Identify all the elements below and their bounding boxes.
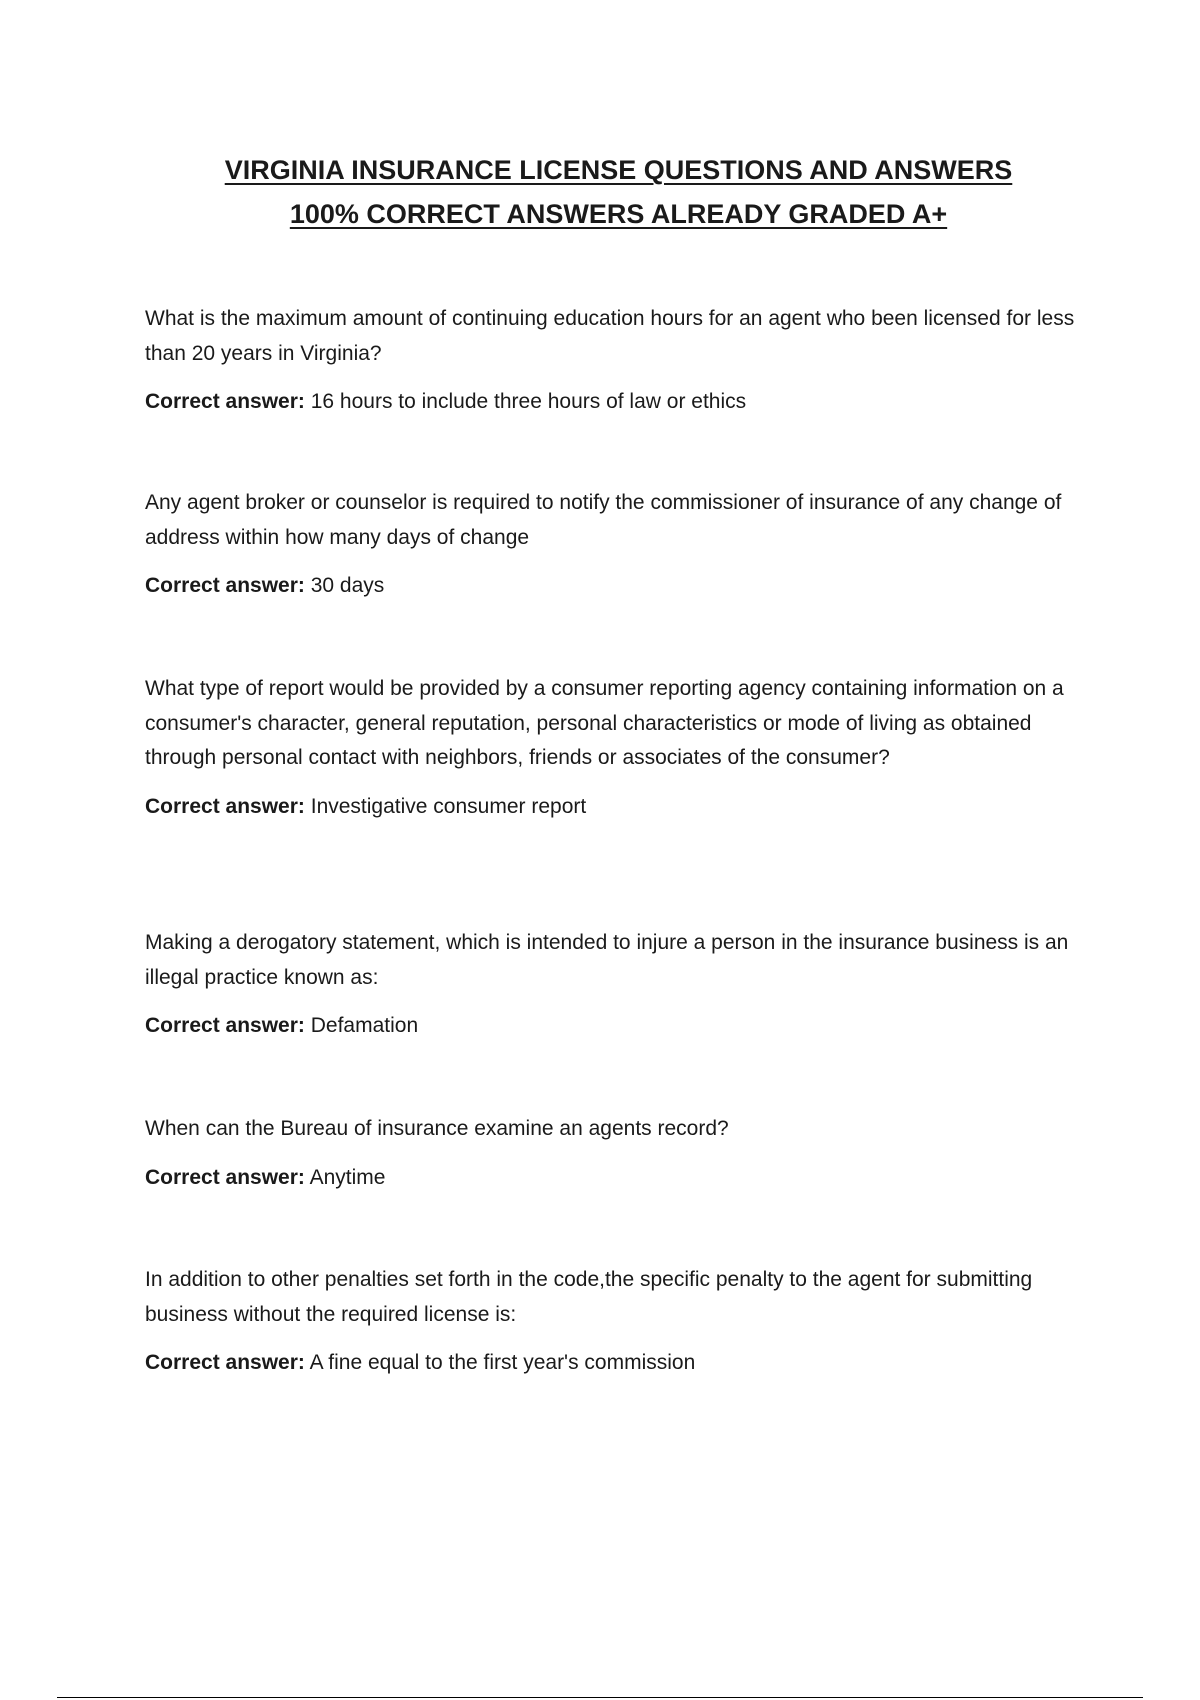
qa-item	[145, 1263, 1080, 1380]
answer-label: Correct answer:	[145, 794, 305, 818]
answer-line	[145, 1009, 1080, 1043]
answer-text: Anytime	[309, 1165, 386, 1189]
answer-label: Correct answer:	[145, 574, 305, 597]
answer-label: Correct answer:	[145, 1351, 305, 1374]
qa-item	[145, 302, 1080, 419]
answer-line	[145, 1161, 1080, 1195]
answer-text: Investigative consumer report	[310, 794, 587, 818]
question-text: What type of report would be provided by a consumer reporting agency containing information on a consumer's character, general reputation, personal characteristics or mode of living as obtained through personal contact with neighbors, friends or associates of the consumer?	[145, 677, 1064, 769]
title-line-1: VIRGINIA INSURANCE LICENSE QUESTIONS AND ANSWERS	[224, 155, 1013, 185]
answer-line	[145, 1346, 1080, 1380]
answer-label: Correct answer:	[145, 1014, 305, 1037]
answer-label: Correct answer:	[145, 390, 305, 413]
footer-divider	[57, 1697, 1143, 1698]
question-text: When can the Bureau of insurance examine an agents record?	[145, 1117, 729, 1140]
document-title	[145, 148, 1092, 236]
answer-label: Correct answer:	[145, 1165, 305, 1189]
question-text: Any agent broker or counselor is required to notify the commissioner of insurance of any change of address within how many days of change	[145, 491, 1062, 549]
answer-text: 16 hours to include three hours of law or ethics	[310, 390, 747, 413]
question-text: Making a derogatory statement, which is intended to injure a person in the insurance business is an illegal practice known as:	[145, 931, 1069, 989]
answer-text: Defamation	[310, 1014, 419, 1037]
answer-text: A fine equal to the first year's commission	[309, 1351, 696, 1374]
question-text: What is the maximum amount of continuing education hours for an agent who been licensed for less than 20 years in Virginia?	[145, 307, 1075, 365]
question-text: In addition to other penalties set forth in the code,the specific penalty to the agent for submitting business without the required license is:	[145, 1268, 1033, 1326]
answer-text: 30 days	[310, 574, 385, 597]
qa-item	[145, 1112, 1080, 1195]
answer-line	[145, 790, 1080, 824]
answer-line	[145, 385, 1080, 419]
qa-item	[145, 672, 1080, 824]
qa-item	[145, 486, 1080, 603]
answer-line	[145, 569, 1080, 603]
qa-item	[145, 926, 1080, 1043]
title-line-2: 100% CORRECT ANSWERS ALREADY GRADED A+	[289, 199, 948, 229]
